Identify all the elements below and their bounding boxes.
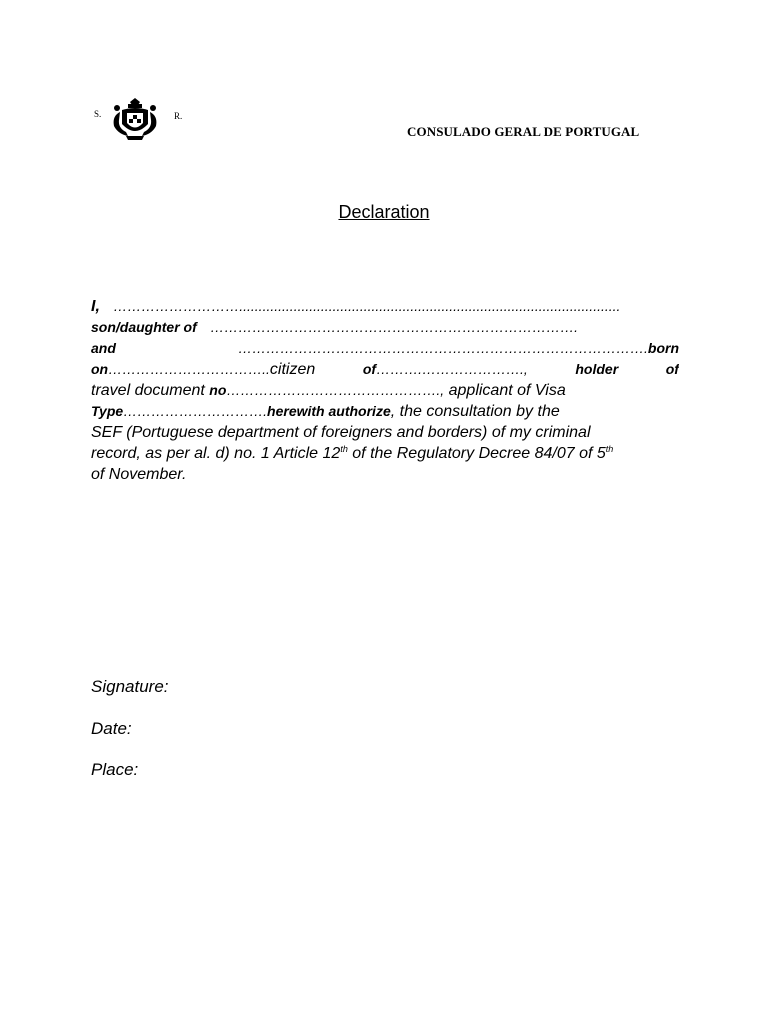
seal-letter-s: S. [94, 109, 102, 119]
travel-doc-text: travel document [91, 382, 210, 399]
sef-text: SEF (Portuguese department of foreigners and borders) of my criminal [91, 424, 591, 441]
consulate-heading: CONSULADO GERAL DE PORTUGAL [407, 124, 640, 139]
document-title: Declaration [338, 202, 430, 222]
portuguese-coat-of-arms-icon [108, 94, 162, 140]
authorize-label: herewith authorize [267, 403, 391, 419]
on-label: on [91, 361, 109, 377]
citizen-label: citizen [269, 361, 316, 378]
no-label: no [209, 382, 227, 398]
line-record [91, 443, 679, 464]
place-label: Place: [91, 760, 139, 779]
document-title-wrap [0, 202, 768, 223]
superscript-th-2: th [605, 444, 614, 454]
and-label: and [91, 340, 116, 356]
of-label-2: of [665, 361, 679, 377]
line-visa-type [91, 401, 679, 422]
citizen-wrap [363, 359, 528, 380]
signature-label: Signature: [91, 677, 169, 696]
line-november [91, 464, 679, 485]
born-on-wrap [91, 359, 315, 380]
line-sef [91, 422, 679, 443]
line-parent [91, 317, 679, 338]
document-number-blank: ………………………………………., [226, 382, 445, 398]
applicant-text: applicant of Visa [444, 382, 566, 399]
and-blank-wrap [238, 338, 679, 359]
parent-blank: ……………………………………………………………………. [210, 319, 579, 335]
record-text: record, as per al. d) no. 1 Article 12 [91, 445, 341, 462]
holder-label: holder [575, 361, 619, 377]
date-label: Date: [91, 719, 132, 738]
line-and [91, 338, 679, 359]
type-label: Type [91, 403, 124, 419]
line-travel-doc [91, 380, 679, 401]
visa-type-blank: …………………………. [123, 403, 268, 419]
seal-letter-r: R. [174, 111, 183, 121]
declaration-body [91, 296, 679, 485]
citizenship-blank: ……….…………………., [376, 361, 528, 377]
decree-text: of the Regulatory Decree 84/07 of 5 [347, 445, 606, 462]
i-label: I, [91, 298, 100, 315]
born-label: born [647, 340, 679, 356]
superscript-th-1: th [340, 444, 348, 454]
of-label: of [362, 361, 377, 377]
name-blank: ……………………….................................................................................................. [113, 298, 621, 314]
line-born-on [91, 359, 679, 380]
date-blank: …………………………….. [108, 361, 270, 377]
line-name [91, 296, 679, 317]
consultation-text: , the consultation by the [390, 403, 560, 420]
and-blank: ……………………………………………………………………………. [238, 340, 648, 356]
november-text: of November. [91, 466, 187, 483]
son-daughter-label: son/daughter of [91, 319, 197, 335]
